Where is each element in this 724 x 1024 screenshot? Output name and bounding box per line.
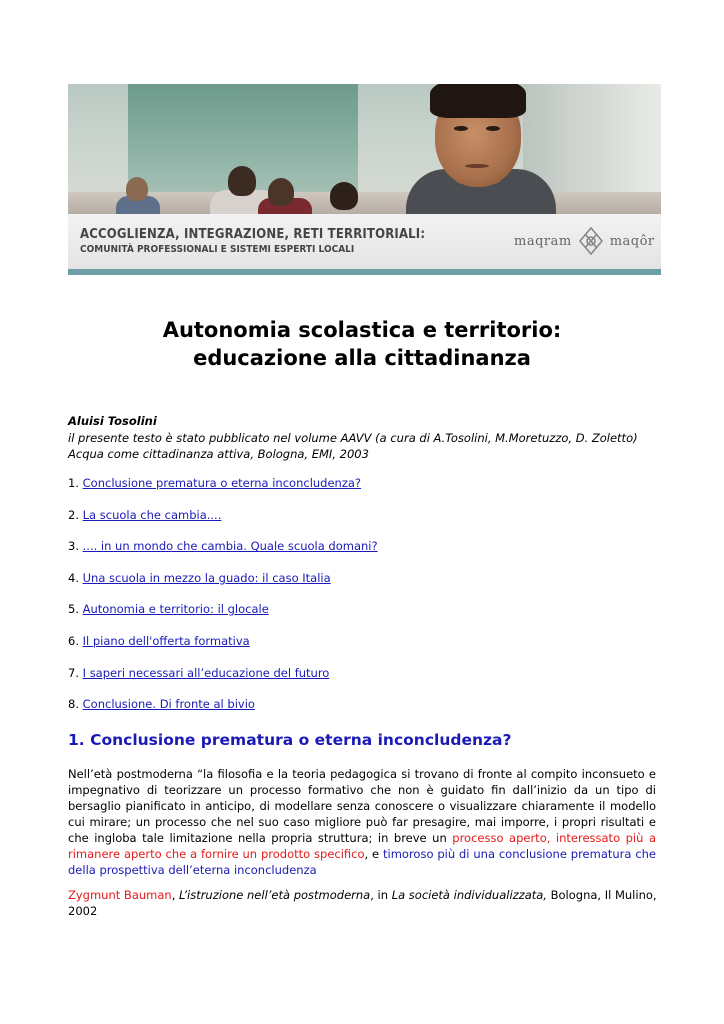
toc-item (68, 666, 329, 680)
toc-item (68, 476, 361, 490)
banner-photo (68, 84, 661, 214)
toc-item (68, 697, 255, 711)
logo-text-right: maqôr (609, 233, 655, 249)
toc-link[interactable]: Autonomia e territorio: il glocale (82, 602, 269, 616)
quote-comma: , e (364, 847, 383, 861)
toc-number: 4. (68, 571, 79, 585)
toc-link[interactable]: Il piano dell'offerta formativa (82, 634, 250, 648)
body-paragraph (68, 766, 656, 878)
quote-highlight-red: processo aperto, interessato più a rimanere aperto che a fornire un prodotto specifico (68, 831, 656, 861)
quote-highlight-blue: timoroso più di una conclusione prematura che della prospettiva dell’eterna inconcludenza (68, 847, 657, 877)
toc-number: 2. (68, 508, 79, 522)
document-title (0, 316, 724, 372)
section-heading: 1. Conclusione prematura o eterna inconcludenza? (68, 731, 512, 749)
toc-number: 6. (68, 634, 79, 648)
publication-note: il presente testo è stato pubblicato nel volume AAVV (a cura di A.Tosolini, M.Moretuzzo, D. Zoletto) Acqua come cittadinanza attiva, Bologna, EMI, 2003 (68, 431, 638, 461)
logo-text-left: maqram (514, 233, 572, 249)
toc-link[interactable]: Una scuola in mezzo la guado: il caso Italia (82, 571, 331, 585)
citation-author: Zygmunt Bauman (68, 888, 172, 902)
toc-item (68, 508, 221, 522)
citation-title: L’istruzione nell’età postmoderna (179, 888, 371, 902)
toc-link[interactable]: Conclusione prematura o eterna inconcludenza? (82, 476, 362, 490)
banner-title: ACCOGLIENZA, INTEGRAZIONE, RETI TERRITORIALI: (80, 227, 426, 242)
toc-number: 8. (68, 697, 79, 711)
header-banner (68, 84, 661, 275)
document-title-line1: Autonomia scolastica e territorio: (162, 318, 562, 342)
citation-publisher: Bologna, Il Mulino, 2002 (68, 888, 657, 918)
toc-number: 7. (68, 666, 79, 680)
banner-subtitle: COMUNITÀ PROFESSIONALI E SISTEMI ESPERTI LOCALI (80, 244, 355, 255)
maqram-maqor-logo (514, 226, 655, 256)
banner-accent-line (68, 269, 661, 275)
toc-number: 3. (68, 539, 79, 553)
toc-item (68, 539, 378, 553)
citation: Zygmunt Bauman, L’istruzione nell’età postmoderna, in La società individualizzata, Bologna, Il Mulino, 2002 (68, 888, 657, 918)
document-title-line2: educazione alla cittadinanza (193, 346, 531, 370)
toc-number: 5. (68, 602, 79, 616)
toc-link[interactable]: I saperi necessari all’educazione del futuro (82, 666, 330, 680)
toc-link[interactable]: La scuola che cambia.... (82, 508, 222, 522)
author-name: Aluisi Tosolini (68, 414, 157, 428)
toc-item (68, 602, 269, 616)
toc-link[interactable]: .... in un mondo che cambia. Quale scuola domani? (82, 539, 378, 553)
knot-icon (578, 226, 604, 256)
toc-item (68, 571, 331, 585)
toc-link[interactable]: Conclusione. Di fronte al bivio (82, 697, 255, 711)
toc-number: 1. (68, 476, 79, 490)
quote-text: Nell’età postmoderna “la filosofia e la teoria pedagogica si trovano di fronte al compito inconsueto e impegnativo di teorizzare un processo formativo che non è guidato fin dall’inizio da un tipo di bersaglio pianificato in anticipo, di modellare senza conoscere o visualizzare chiaramente il modello cui mirare; un processo che nel suo caso migliore può far presagire, mai imporre, i propri risultati e che ingloba tale limitazione nella propria struttura; in breve un (68, 767, 656, 845)
toc-item (68, 634, 250, 648)
citation-book: La società individualizzata, (391, 888, 547, 902)
